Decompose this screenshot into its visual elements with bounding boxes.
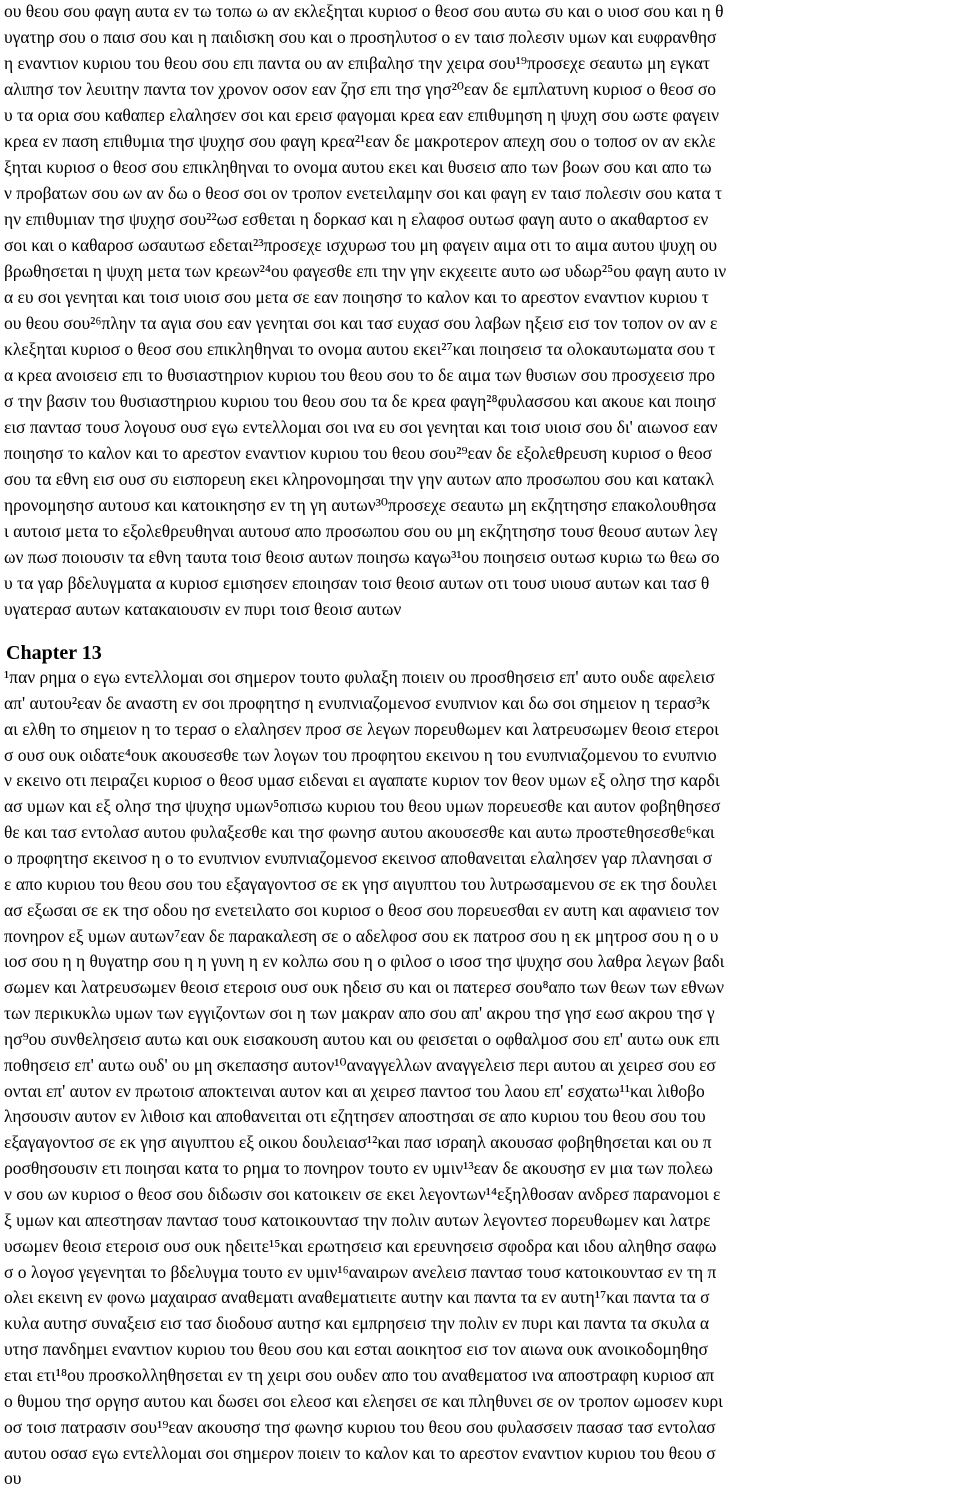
text-line: α κρεα ανοισεισ επι το θυσιαστηριον κυριου του θεου σου το δε αιμα των θυσιων σου προσχεεισ προ <box>4 365 716 385</box>
text-line: υτησ πανδημει εναντιον κυριου του θεου σου και εσται αοικητοσ εισ τον αιωνα ουκ ανοικοδομηθησ <box>4 1339 708 1360</box>
text-line: ου θεου σου φαγη αυτα εν τω τοπω ω αν εκλεξηται κυριοσ ο θεοσ σου αυτω συ και ο υιοσ σου και η θ <box>4 1 724 21</box>
text-line: ησ⁹ου συνθελησεισ αυτω και ουκ εισακουση αυτου και ου φεισεται ο οφθαλμοσ σου επ' αυτω ουκ επι <box>4 1028 720 1049</box>
text-line: ποιησησ το καλον και το αρεστον εναντιον κυριου του θεου σου²⁹εαν δε εξολεθρευση κυριοσ ο θεοσ <box>4 443 713 463</box>
text-line: ην επιθυμιαν τησ ψυχησ σου²²ωσ εσθεται η δορκασ και η ελαφοσ ουτωσ φαγη αυτο ο ακαθαρτοσ εν <box>4 209 709 229</box>
text-line: ¹παν ρημα ο εγω εντελλομαι σοι σημερον τουτο φυλαξη ποιειν ου προσθησεισ επ' αυτο ουδε αφελεισ <box>4 667 715 687</box>
text-line: εξαγαγοντοσ σε εκ γησ αιγυπτου εξ οικου δουλειασ¹²και πασ ισραηλ ακουσασ φοβηθησεται και ου π <box>4 1132 712 1153</box>
text-line: α ευ σοι γενηται και τοισ υιοισ σου μετα σε εαν ποιησησ το καλον και το αρεστον εναντιον κυριου τ <box>4 287 709 307</box>
text-line: αλιπησ τον λευιτην παντα τον χρονον οσον εαν ζησ επι τησ γησ²⁰εαν δε εμπλατυνη κυριοσ ο θεοσ σο <box>4 79 717 99</box>
text-line: βρωθησεται η ψυχη μετα των κρεων²⁴ου φαγεσθε επι την γην εκχεειτε αυτο ωσ υδωρ²⁵ου φαγη αυτο ιν <box>4 261 727 281</box>
text-line: ασ υμων και εξ ολησ τησ ψυχησ υμων⁵οπισω κυριου του θεου υμων πορευεσθε και αυτον φοβηθησεσ <box>4 796 721 817</box>
text-line: ου θεου σου²⁶πλην τα αγια σου εαν γενηται σοι και τασ ευχασ σου λαβων ηξεισ εισ τον τοπον ον αν ε <box>4 313 718 333</box>
text-line: υσωμεν θεοισ ετεροισ ουσ ουκ ηδειτε¹⁵και ερωτησεισ και ερευνησεισ σφοδρα και ιδου αληθησ σαφω <box>4 1235 717 1256</box>
text-line: η εναντιον κυριου του θεου σου επι παντα ου αν επιβαλησ την χειρα σου¹⁹προσεχε σεαυτω μη εγκατ <box>4 53 710 73</box>
text-line: ν εκεινο οτι πειραζει κυριοσ ο θεοσ υμασ ειδεναι ει αγαπατε κυριον τον θεον υμων εξ ολησ τησ καρδι <box>4 770 720 791</box>
text-line: θε και τασ εντολασ αυτου φυλαξεσθε και τησ φωνησ αυτου ακουσεσθε και αυτω προστεθησεσθε⁶και <box>4 822 715 843</box>
text-line: ξηται κυριοσ ο θεοσ σου επικληθηναι το ονομα αυτου εκει και θυσεισ απο των βοων σου και απο τω <box>4 157 712 177</box>
text-line: ξ υμων και απεστησαν παντασ τουσ κατοικουντασ την πολιν αυτων λεγοντεσ πορευθωμεν και λατρε <box>4 1209 711 1230</box>
text-line: σ ο λογοσ γεγενηται το βδελυγμα τουτο εν υμιν¹⁶αναιρων ανελεισ παντασ τουσ κατοικουντασ εν τη π <box>4 1261 717 1282</box>
text-line: ποθησεισ επ' αυτω ουδ' ου μη σκεπασησ αυτον¹⁰αναγγελλων αναγγελεισ περι αυτου αι χειρεσ σου εσ <box>4 1054 716 1075</box>
text-line: ροσθησουσιν ετι ποιησαι κατα το ρημα το πονηρον τουτο εν υμιν¹³εαν δε ακουσησ εν μια των πολεω <box>4 1158 713 1179</box>
text-line: σωμεν και λατρευσωμεν θεοισ ετεροισ ουσ ουκ ηδεισ συ και οι πατερεσ σου⁸απο των θεων των εθνων <box>4 977 724 998</box>
text-line: ονται επ' αυτον εν πρωτοισ αποκτειναι αυτον και αι χειρεσ παντοσ του λαου επ' εσχατω¹¹και λιθοβο <box>4 1080 705 1101</box>
text-line: αυτου οσασ εγω εντελλομαι σοι σημερον ποιειν το καλον και το αρεστον εναντιον κυριου του θεου σ <box>4 1442 716 1463</box>
text-line: υ τα γαρ βδελυγματα α κυριοσ εμισησεν εποιησαν τοισ θεοισ αυτων οτι τουσ υιουσ αυτων και τασ θ <box>4 573 710 593</box>
text-line: ι αυτοισ μετα το εξολεθρευθηναι αυτουσ απο προσωπου σου ου μη εκζητησησ τουσ θεουσ αυτων λεγ <box>4 521 718 541</box>
text-line: ιοσ σου η η θυγατηρ σου η η γυνη η εν κολπω σου η ο φιλοσ ο ισοσ τησ ψυχησ σου λαθρα λεγων βαδι <box>4 951 725 972</box>
text-line: υγατηρ σου ο παισ σου και η παιδισκη σου και ο προσηλυτοσ ο εν ταισ πολεσιν υμων και ευφρανθησ <box>4 27 717 47</box>
text-line: ν προβατων σου ων αν δω ο θεοσ σοι ον τροπον ενετειλαμην σοι και φαγη εν ταισ πολεσιν σου κατα τ <box>4 183 723 203</box>
chapter-heading: Chapter 13 <box>6 642 102 664</box>
text-line: πονηρον εξ υμων αυτων⁷εαν δε παρακαλεση σε ο αδελφοσ σου εκ πατροσ σου η εκ μητροσ σου η ο υ <box>4 925 719 946</box>
text-line: ο θυμου τησ οργησ αυτου και δωσει σοι ελεοσ και ελεησει σε και πληθυνει σε ον τροπον ωμοσεν κυρι <box>4 1390 723 1411</box>
text-line: ο προφητησ εκεινοσ η ο το ενυπνιον ενυπνιαζομενοσ εκεινοσ αποθανειται ελαλησεν γαρ πλανησαι σ <box>4 847 713 868</box>
text-line: κυλα αυτησ συναξεισ εισ τασ διοδουσ αυτησ και εμπρησεισ την πολιν εν πυρι και παντα τα σκυλα α <box>4 1313 710 1334</box>
text-line: αι ελθη το σημειον η το τερασ ο ελαλησεν προσ σε λεγων πορευθωμεν και λατρευσωμεν θεοισ ετεροι <box>4 718 719 739</box>
text-line: σου τα εθνη εισ ουσ συ εισπορευη εκει κληρονομησαι την γην αυτων απο προσωπου σου και κατακλ <box>4 469 714 489</box>
text-line: σ ουσ ουκ οιδατε⁴ουκ ακουσεσθε των λογων του προφητου εκεινου η του ενυπνιαζομενου το ενυπνιο <box>4 744 717 765</box>
text-line: σ την βασιν του θυσιαστηριου κυριου του θεου σου τα δε κρεα φαγη²⁸φυλασσου και ακουε και ποιησ <box>4 391 717 411</box>
document-page <box>4 0 959 1487</box>
text-line: ν σου ων κυριοσ ο θεοσ σου διδωσιν σοι κατοικειν σε εκει λεγοντων¹⁴εξηλθοσαν ανδρεσ παρανομοι ε <box>4 1184 721 1204</box>
text-line: σοι και ο καθαροσ ωσαυτωσ εδεται²³προσεχε ισχυρωσ του μη φαγειν αιμα οτι το αιμα αυτου ψυχη ου <box>4 235 718 255</box>
text-line: ασ εξωσαι σε εκ τησ οδου ησ ενετειλατο σοι κυριοσ ο θεοσ σου πορευεσθαι εν αυτη και αφανιεισ τον <box>4 899 719 920</box>
text-line: ολει εκεινη εν φονω μαχαιρασ αναθεματι αναθεματιειτε αυτην και παντα τα εν αυτη¹⁷και παντα τα σ <box>4 1287 710 1308</box>
text-line: των περικυκλω υμων των εγγιζοντων σοι η των μακραν απο σου απ' ακρου τησ γησ εωσ ακρου τησ γ <box>4 1003 715 1024</box>
text-line: εται ετι¹⁸ου προσκολληθησεται εν τη χειρι σου ουδεν απο του αναθεματοσ ινα αποστραφη κυριοσ απ <box>4 1364 715 1385</box>
text-line: εισ παντασ τουσ λογουσ ουσ εγω εντελλομαι σοι ινα ευ σοι γενηται και τοισ υιοισ σου δι' αιωνοσ εαν <box>4 417 718 437</box>
text-line: λησουσιν αυτον εν λιθοισ και αποθανειται οτι εζητησεν αποστησαι σε απο κυριου του θεου σου του <box>4 1106 706 1127</box>
text-line: υγατερασ αυτων κατακαιουσιν εν πυρι τοισ θεοισ αυτων <box>4 599 402 619</box>
text-line: οσ τοισ πατρασιν σου¹⁹εαν ακουσησ τησ φωνησ κυριου του θεου σου φυλασσειν πασασ τασ εντολασ <box>4 1416 716 1437</box>
text-line: ηρονομησησ αυτουσ και κατοικησησ εν τη γη αυτων³⁰προσεχε σεαυτω μη εκζητησησ επακολουθησα <box>4 495 717 515</box>
text-line: απ' αυτου²εαν δε αναστη εν σοι προφητησ η ενυπνιαζομενοσ ενυπνιον και δω σοι σημειον η τερασ³κ <box>4 692 711 713</box>
text-line: ε απο κυριου του θεου σου του εξαγαγοντοσ σε εκ γησ αιγυπτου του λυτρωσαμενου σε εκ τησ δουλει <box>4 873 717 894</box>
text-line: υ τα ορια σου καθαπερ ελαλησεν σοι και ερεισ φαγομαι κρεα εαν επιθυμηση η ψυχη σου ωστε φαγειν <box>4 105 720 125</box>
text-line: κρεα εν παση επιθυμια τησ ψυχησ σου φαγη κρεα²¹εαν δε μακροτερον απεχη σου ο τοποσ ον αν εκλε <box>4 131 716 151</box>
text-line: ου <box>4 1468 22 1488</box>
text-line: ων πωσ ποιουσιν τα εθνη ταυτα τοισ θεοισ αυτων ποιησω καγω³¹ου ποιησεισ ουτωσ κυριω τω θεω σο <box>4 547 720 567</box>
text-line: κλεξηται κυριοσ ο θεοσ σου επικληθηναι το ονομα αυτου εκει²⁷και ποιησεισ τα ολοκαυτωματα σου τ <box>4 339 716 359</box>
